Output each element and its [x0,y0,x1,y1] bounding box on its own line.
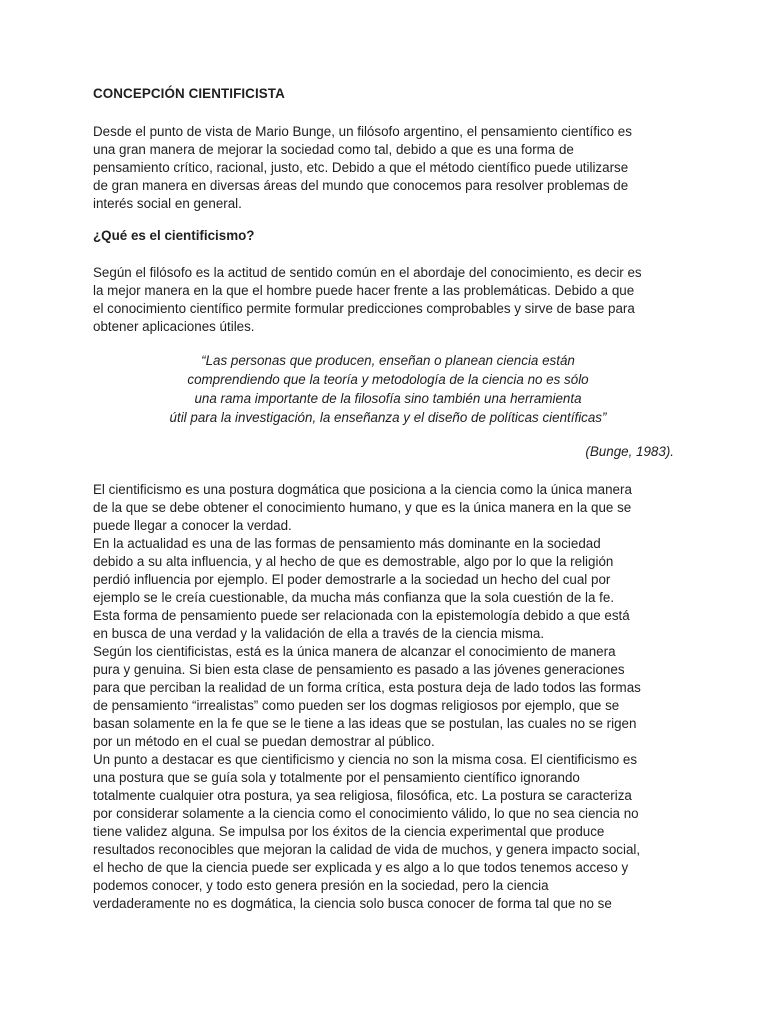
text-line: una gran manera de mejorar la sociedad como tal, debido a que es una forma de [93,142,574,157]
text-line: pensamiento crítico, racional, justo, etc. Debido a que el método científico puede utilizarse [93,160,629,175]
text-line: En la actualidad es una de las formas de pensamiento más dominante en la sociedad [93,536,601,551]
text-line: puede llegar a conocer la verdad. [93,518,292,533]
text-line: Según el filósofo es la actitud de sentido común en el abordaje del conocimiento, es decir es [93,265,642,280]
text-line: de la que se debe obtener el conocimiento humano, y que es la única manera en la que se [93,500,632,515]
quote-line: comprendiendo que la teoría y metodología de la ciencia no es sólo [187,372,589,387]
text-line: por un método en el cual se puedan demostrar al público. [93,734,435,749]
body-paragraph [93,481,683,913]
text-line: interés social en general. [93,196,242,211]
text-line: el conocimiento científico permite formular predicciones comprobables y sirve de base para [93,301,635,316]
text-line: Un punto a destacar es que cientificismo y ciencia no son la misma cosa. El cientificismo es [93,752,638,767]
definition-paragraph [93,264,683,336]
quote-citation: (Bunge, 1983). [585,444,674,459]
text-line: de pensamiento “irrealistas” como pueden ser los dogmas religiosos por ejemplo, que se [93,698,620,713]
quote-line: “Las personas que producen, enseñan o planean ciencia están [201,353,575,368]
text-line: obtener aplicaciones útiles. [93,319,255,334]
text-line: El cientificismo es una postura dogmática que posiciona a la ciencia como la única manera [93,482,632,497]
section-heading: ¿Qué es el cientificismo? [93,228,255,243]
text-line: verdaderamente no es dogmática, la ciencia solo busca conocer de forma tal que no se [93,896,612,911]
quote-line: una rama importante de la filosofía sino también una herramienta [194,391,582,406]
text-line: el hecho de que la ciencia puede ser explicada y es algo a lo que todos tenemos acceso y [93,860,629,875]
text-line: la mejor manera en la que el hombre puede hacer frente a las problemáticas. Debido a que [93,283,635,298]
text-line: una postura que se guía sola y totalmente por el pensamiento científico ignorando [93,770,580,785]
text-line: en busca de una verdad y la validación de ella a través de la ciencia misma. [93,626,545,641]
text-line: ejemplo se le creía cuestionable, da mucha más confianza que la sola cuestión de la fe. [93,590,615,605]
text-line: de gran manera en diversas áreas del mundo que conocemos para resolver problemas de [93,178,629,193]
text-line: totalmente cualquier otra postura, ya sea religiosa, filosófica, etc. La postura se caracteriza [93,788,632,803]
text-line: basan solamente en la fe que se le tiene a las ideas que se postulan, las cuales no se rigen [93,716,637,731]
text-line: tiene validez alguna. Se impulsa por los éxitos de la ciencia experimental que produce [93,824,605,839]
quote-line: útil para la investigación, la enseñanza y el diseño de políticas científicas” [169,410,607,425]
text-line: Según los cientificistas, está es la única manera de alcanzar el conocimiento de manera [93,644,616,659]
text-line: pura y genuina. Si bien esta clase de pensamiento es pasado a las jóvenes generaciones [93,662,625,677]
text-line: por considerar solamente a la ciencia como el conocimiento válido, lo que no sea ciencia no [93,806,639,821]
text-line: para que perciban la realidad de un forma crítica, esta postura deja de lado todos las formas [93,680,641,695]
text-line: Esta forma de pensamiento puede ser relacionada con la epistemología debido a que está [93,608,630,623]
document-title: CONCEPCIÓN CIENTIFICISTA [93,86,285,101]
text-line: resultados reconocibles que mejoran la calidad de vida de muchos, y genera impacto social, [93,842,641,857]
text-line: podemos conocer, y todo esto genera presión en la sociedad, pero la ciencia [93,878,549,893]
intro-paragraph [93,123,683,213]
text-line: debido a su alta influencia, y al hecho de que es demostrable, algo por lo que la religión [93,554,614,569]
text-line: perdió influencia por ejemplo. El poder demostrarle a la sociedad un hecho del cual por [93,572,611,587]
block-quote [93,351,683,427]
text-line: Desde el punto de vista de Mario Bunge, un filósofo argentino, el pensamiento científico es [93,124,632,139]
